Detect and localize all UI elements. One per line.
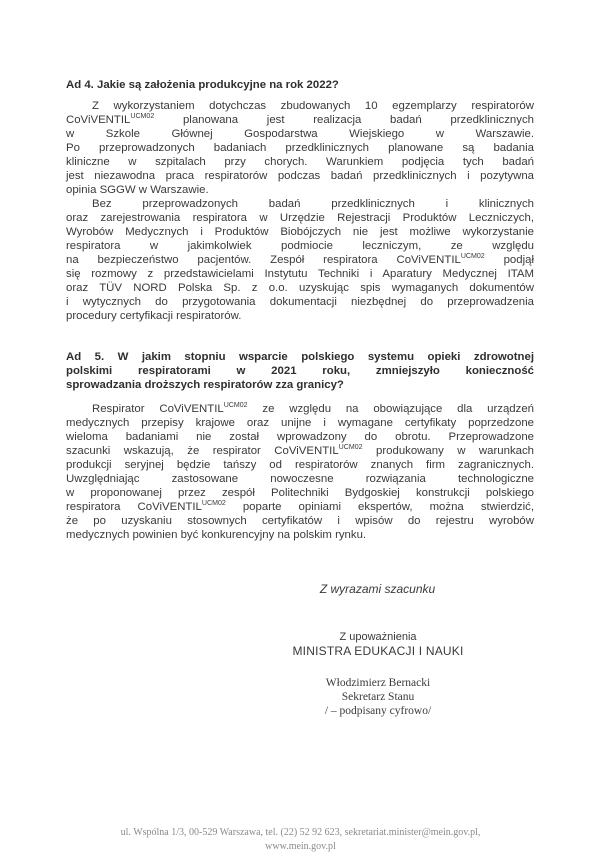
text-line: Ad 5. W jakim stopniu wsparcie polskiego systemu opieki zdrowotnej <box>66 351 534 363</box>
answer-4-paragraph-2 <box>66 197 534 323</box>
text-line: w Szkole Głównej Gospodarstwa Wiejskiego w Warszawie. <box>66 128 534 140</box>
text-line: Po przeprowadzonych badaniach przedklinicznych planowane są badania <box>66 142 534 154</box>
footer-website: www.mein.gov.pl <box>265 840 336 852</box>
superscript-model-code: UCM02 <box>460 253 485 261</box>
signer-title: Sekretarz Stanu <box>341 691 415 703</box>
text-line: w proponowanej przez zespół Politechniki Bydgoskiej konstrukcji polskiego <box>66 487 534 499</box>
closing-salutation: Z wyrazami szacunku <box>319 582 436 596</box>
text-line: szacunki wskazują, że respirator CoViVENTIL$^{UCM02}$ produkowany w warunkach <box>66 444 534 457</box>
answer-5-paragraph <box>66 402 534 542</box>
text-line: się rozmowy z przedstawicielami Instytutu Techniki i Aparatury Medycznej ITAM <box>66 268 534 280</box>
text-line: jest niezawodna praca respiratorów podczas badań przedklinicznych i pozytywna <box>66 170 534 182</box>
letterhead-footer <box>0 826 601 853</box>
text-line: Uwzględniając zastosowane nowoczesne rozwiązania technologiczne <box>66 473 534 485</box>
superscript-model-code: UCM02 <box>201 500 226 508</box>
digital-signature-note: / – podpisany cyfrowo/ <box>324 705 432 717</box>
signature-block <box>278 676 478 718</box>
text-line: procedury certyfikacji respiratorów. <box>66 310 242 322</box>
text-line: Bez przeprowadzonych badań przedklinicznych i klinicznych <box>92 198 534 210</box>
text-line: CoViVENTIL$^{UCM02}$ planowana jest realizacja badań przedklinicznych <box>66 113 534 126</box>
text-line: produkcji seryjnej będzie tańszy od respiratorów znanych firm zagranicznych. <box>66 459 534 471</box>
footer-address: ul. Wspólna 1/3, 00-529 Warszawa, tel. (22) 52 92 623, sekretariat.minister@mein.gov.pl, <box>120 827 481 838</box>
superscript-model-code: UCM02 <box>338 444 363 452</box>
text-line: oraz zarejestrowania respiratora w Urzędzie Rejestracji Produktów Leczniczych, <box>66 212 534 224</box>
superscript-model-code: UCM02 <box>130 113 155 121</box>
authority-name: MINISTRA EDUKACJI I NAUKI <box>292 644 464 658</box>
text-line: Z wykorzystaniem dotychczas zbudowanych 10 egzemplarzy respiratorów <box>92 100 534 112</box>
signer-name: Włodzimierz Bernacki <box>325 677 431 689</box>
text-line: sprowadzania droższych respiratorów zza granicy? <box>66 379 344 391</box>
text-line: że po uzyskaniu stosownych certyfikatów i wpisów do rejestru wyrobów <box>66 515 534 527</box>
text-line: i wytycznych do przygotowania dokumentacji niezbędnej do przeprowadzenia <box>66 296 534 308</box>
authorization-block <box>278 631 478 659</box>
text-line: polskimi respiratorami w 2021 roku, zmniejszyło konieczność <box>66 365 534 377</box>
text-line: medycznych powinien być konkurencyjny na polskim rynku. <box>66 529 367 541</box>
text-line: wieloma badaniami nie został wprowadzony do obrotu. Przeprowadzone <box>66 431 534 443</box>
superscript-model-code: UCM02 <box>223 402 248 410</box>
text-line: Wyrobów Medycznych i Produktów Biobójczych nie jest możliwe wykorzystanie <box>66 226 534 238</box>
text-line: opinia SGGW w Warszawie. <box>66 184 209 196</box>
text-line: na bezpieczeństwo pacjentów. Zespół respiratora CoViVENTIL$^{UCM02}$ podjął <box>66 253 534 266</box>
authorization-label: Z upoważnienia <box>339 631 417 643</box>
text-line: medycznych przepisy krajowe oraz unijne i wymagane certyfikaty poprzedzone <box>66 417 534 429</box>
text-line: kliniczne w szpitalach przy chorych. Warunkiem podjęcia tych badań <box>66 156 534 168</box>
text-line: oraz TÜV NORD Polska Sp. z o.o. uzyskując spis wymaganych dokumentów <box>66 282 534 294</box>
question-5-heading <box>66 350 534 392</box>
text-line: Respirator CoViVENTIL$^{UCM02}$ ze względu na obowiązujące dla urządzeń <box>92 402 535 415</box>
letter-body <box>66 78 534 542</box>
text-line: respiratora CoViVENTIL$^{UCM02}$ poparte opiniami ekspertów, można stwierdzić, <box>66 500 534 513</box>
question-4-heading: Ad 4. Jakie są założenia produkcyjne na rok 2022? <box>66 79 339 91</box>
answer-4-paragraph-1 <box>66 99 534 197</box>
text-line: respiratora w jakimkolwiek podmiocie leczniczym, ze względu <box>66 240 534 252</box>
